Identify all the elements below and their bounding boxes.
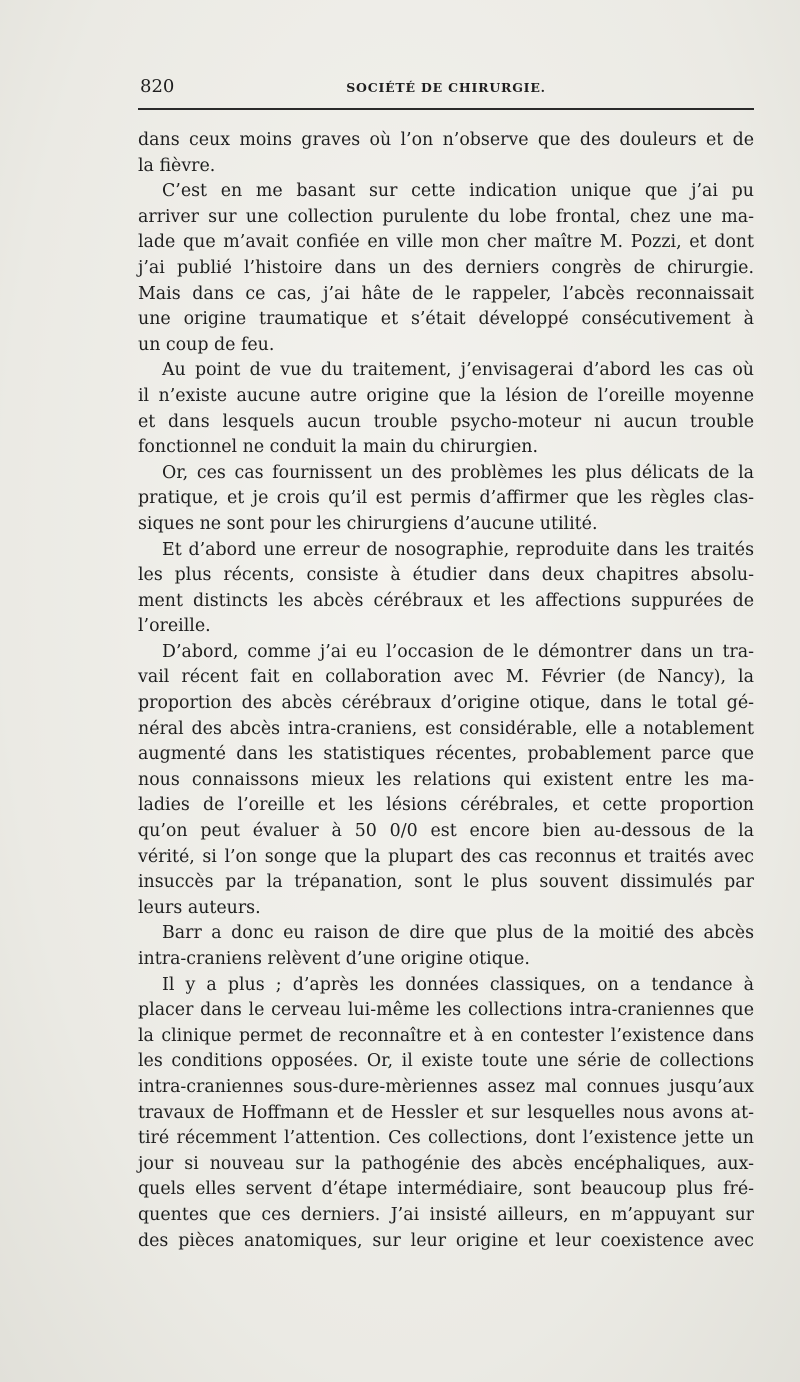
text-line: leurs auteurs. — [138, 897, 261, 918]
text-line: D’abord, comme j’ai eu l’occasion de le démontrer dans un tra- — [162, 641, 754, 662]
text-line: et dans lesquels aucun trouble psycho-moteur ni aucun trouble — [138, 411, 754, 432]
text-line: quels elles servent d’étape intermédiaire, sont beaucoup plus fré- — [138, 1179, 754, 1200]
text-line: qu’on peut évaluer à 50 0/0 est encore bien au-dessous de la — [138, 821, 754, 842]
text-line: Barr a donc eu raison de dire que plus de la moitié des abcès — [162, 923, 754, 944]
page-number: 820 — [140, 76, 175, 97]
text-line: la fièvre. — [138, 155, 216, 176]
text-line: proportion des abcès cérébraux d’origine otique, dans le total gé- — [138, 693, 754, 714]
text-line: ment distincts les abcès cérébraux et les affections suppurées de — [138, 590, 754, 611]
text-line: l’oreille. — [138, 616, 211, 637]
text-line: dans ceux moins graves où l’on n’observe que des douleurs et de — [138, 130, 754, 150]
text-line: placer dans le cerveau lui-même les collections intra-craniennes que — [138, 1000, 754, 1021]
text-line: intra-craniennes sous-dure-mèriennes assez mal connues jusqu’aux — [138, 1076, 754, 1097]
text-line: un coup de feu. — [138, 334, 275, 355]
text-line: Et d’abord une erreur de nosographie, reproduite dans les traités — [162, 539, 754, 560]
text-line: nous connaissons mieux les relations qui existent entre les ma- — [138, 769, 754, 790]
text-line: tiré récemment l’attention. Ces collections, dont l’existence jette un — [138, 1128, 754, 1149]
text-line: quentes que ces derniers. J’ai insisté ailleurs, en m’appuyant sur — [138, 1204, 754, 1225]
text-line: j’ai publié l’histoire dans un des derniers congrès de chirurgie. — [138, 257, 754, 278]
text-line: siques ne sont pour les chirurgiens d’aucune utilité. — [138, 513, 598, 534]
text-line: travaux de Hoffmann et de Hessler et sur lesquelles nous avons at- — [138, 1102, 754, 1123]
text-line: vail récent fait en collaboration avec M. Février (de Nancy), la — [138, 667, 754, 688]
text-line: lade que m’avait confiée en ville mon cher maître M. Pozzi, et dont — [138, 232, 754, 253]
text-line: vérité, si l’on songe que la plupart des cas reconnus et traités avec — [138, 846, 754, 867]
text-line: ladies de l’oreille et les lésions cérébrales, et cette proportion — [138, 795, 754, 816]
text-line: Au point de vue du traitement, j’envisagerai d’abord les cas où — [162, 360, 754, 381]
text-line: intra-craniens relèvent d’une origine otique. — [138, 949, 530, 969]
text-line: Mais dans ce cas, j’ai hâte de le rappeler, l’abcès reconnaissait — [138, 283, 754, 304]
header-rule — [138, 108, 754, 110]
text-line: pratique, et je crois qu’il est permis d’affirmer que les règles clas- — [138, 488, 754, 509]
text-line: jour si nouveau sur la pathogénie des abcès encéphaliques, aux- — [138, 1153, 754, 1174]
page-header — [138, 76, 754, 100]
text-line: arriver sur une collection purulente du lobe frontal, chez une ma- — [138, 206, 754, 227]
text-line: C’est en me basant sur cette indication unique que j’ai pu — [162, 181, 754, 202]
text-line: il n’existe aucune autre origine que la lésion de l’oreille moyenne — [138, 385, 754, 406]
text-line: les conditions opposées. Or, il existe toute une série de collections — [138, 1051, 754, 1072]
body-text — [138, 128, 754, 1254]
text-line: néral des abcès intra-craniens, est considérable, elle a notablement — [138, 718, 754, 739]
text-line: insuccès par la trépanation, sont le plus souvent dissimulés par — [138, 872, 754, 893]
text-line: fonctionnel ne conduit la main du chirurgien. — [138, 437, 539, 458]
text-line: des pièces anatomiques, sur leur origine et leur coexistence avec — [138, 1230, 754, 1251]
text-line: Or, ces cas fournissent un des problèmes les plus délicats de la — [162, 462, 754, 483]
text-line: une origine traumatique et s’était développé consécutivement à — [138, 309, 754, 330]
text-line: les plus récents, consiste à étudier dans deux chapitres absolu- — [138, 565, 754, 586]
text-line: la clinique permet de reconnaître et à en contester l’existence dans — [138, 1025, 754, 1046]
text-line: augmenté dans les statistiques récentes, probablement parce que — [138, 744, 754, 765]
running-head: SOCIÉTÉ DE CHIRURGIE. — [346, 80, 546, 95]
text-line: Il y a plus ; d’après les données classiques, on a tendance à — [162, 974, 754, 995]
